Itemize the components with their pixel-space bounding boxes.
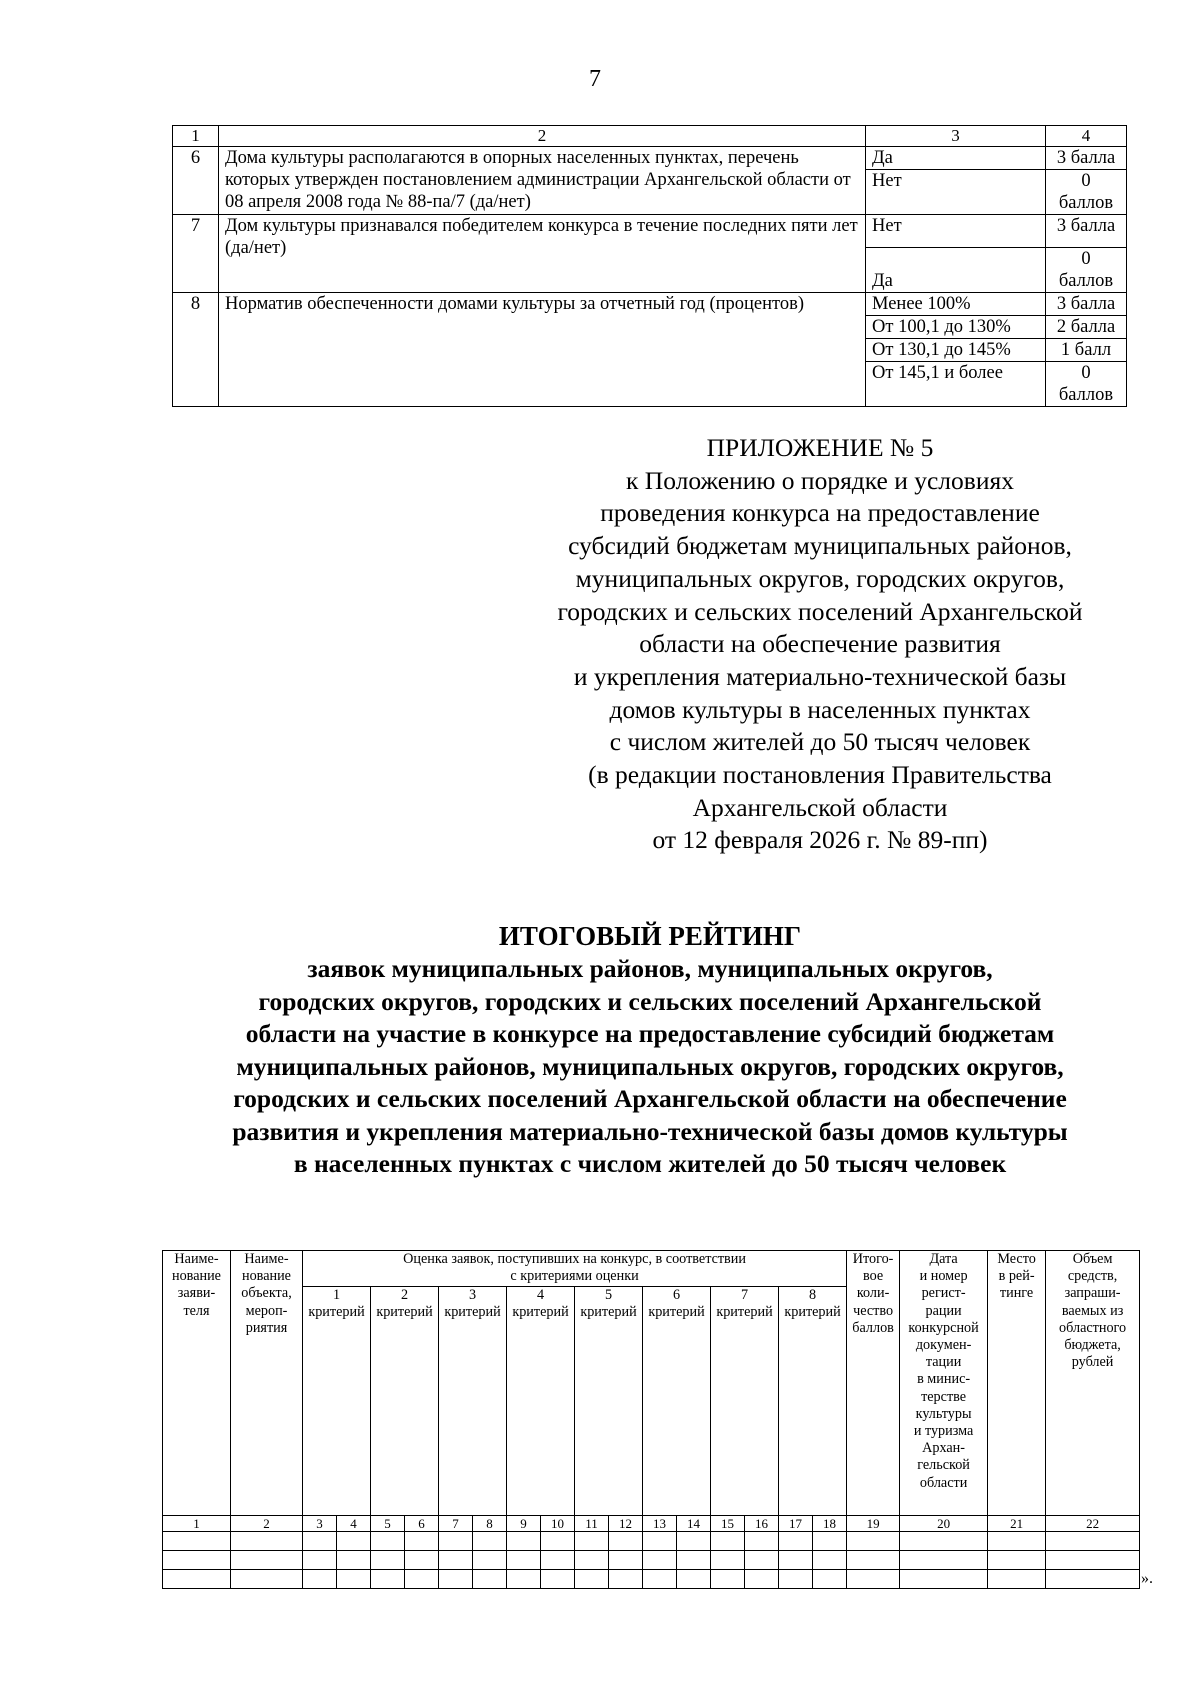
header-evaluation-group: Оценка заявок, поступивших на конкурс, в соответствии с критериями оценки bbox=[303, 1251, 847, 1287]
column-number: 11 bbox=[575, 1516, 609, 1532]
column-number: 2 bbox=[231, 1516, 303, 1532]
row-number: 6 bbox=[173, 147, 219, 215]
appendix-heading: ПРИЛОЖЕНИЕ № 5 bbox=[706, 433, 934, 462]
criterion-label: критерий bbox=[711, 1304, 779, 1516]
appendix-line: Архангельской области bbox=[692, 792, 948, 822]
title-line: муниципальных районов, муниципальных округов, городских округов, bbox=[236, 1051, 1064, 1081]
title-line: городских округов, городских и сельских поселений Архангельской bbox=[258, 986, 1042, 1016]
criterion-header: 5 bbox=[575, 1287, 643, 1305]
column-number: 5 bbox=[371, 1516, 405, 1532]
header-cell: 3 bbox=[866, 126, 1046, 147]
option-points: 0 баллов bbox=[1046, 362, 1127, 407]
appendix-line: с числом жителей до 50 тысяч человек bbox=[609, 727, 1031, 757]
header-cell: 2 bbox=[219, 126, 866, 147]
criterion-label: критерий bbox=[507, 1304, 575, 1516]
appendix-line: (в редакции постановления Правительства bbox=[588, 760, 1052, 790]
criterion-header: 2 bbox=[371, 1287, 439, 1305]
column-number: 10 bbox=[541, 1516, 575, 1532]
column-number: 7 bbox=[439, 1516, 473, 1532]
page-number: 7 bbox=[589, 66, 601, 92]
header-total-points: Итого- вое коли- чество баллов bbox=[847, 1251, 900, 1516]
empty-row bbox=[163, 1532, 1140, 1551]
appendix-line: и укрепления материально-технической базы bbox=[573, 661, 1067, 691]
column-number: 20 bbox=[900, 1516, 988, 1532]
criterion-header: 4 bbox=[507, 1287, 575, 1305]
option-points: 3 балла bbox=[1046, 215, 1127, 248]
title-line: заявок муниципальных районов, муниципальных округов, bbox=[307, 954, 993, 983]
rating-table bbox=[162, 1250, 1140, 1589]
column-number: 1 bbox=[163, 1516, 231, 1532]
appendix-line: области на обеспечение развития bbox=[639, 629, 1001, 659]
column-number: 22 bbox=[1046, 1516, 1140, 1532]
criterion-header: 6 bbox=[643, 1287, 711, 1305]
closing-quote: ». bbox=[1141, 1570, 1153, 1587]
criterion-label: критерий bbox=[371, 1304, 439, 1516]
header-object: Наиме- нование объекта, мероп- риятия bbox=[231, 1251, 303, 1516]
criterion-text: Норматив обеспеченности домами культуры за отчетный год (процентов) bbox=[219, 293, 866, 407]
criterion-label: критерий bbox=[575, 1304, 643, 1516]
table-row bbox=[173, 147, 1127, 170]
option-value: Да bbox=[866, 147, 1046, 170]
title-line: развития и укрепления материально-технической базы домов культуры bbox=[232, 1116, 1068, 1146]
column-number: 15 bbox=[711, 1516, 745, 1532]
criterion-text: Дом культуры признавался победителем конкурса в течение последних пяти лет (да/нет) bbox=[219, 215, 866, 293]
title-line: области на участие в конкурсе на предоставление субсидий бюджетам bbox=[245, 1019, 1055, 1048]
table-row bbox=[173, 215, 1127, 248]
criterion-header: 1 bbox=[303, 1287, 371, 1305]
title-main: ИТОГОВЫЙ РЕЙТИНГ bbox=[498, 921, 802, 951]
column-number: 16 bbox=[745, 1516, 779, 1532]
row-number: 8 bbox=[173, 293, 219, 407]
header-registration-date: Дата и номер регист- рации конкурсной докумен- тации в минис- терстве культуры и туризма Архан- гельской области bbox=[900, 1251, 988, 1516]
empty-row bbox=[163, 1570, 1140, 1589]
option-points: 0 баллов bbox=[1046, 248, 1127, 293]
option-value: От 130,1 до 145% bbox=[866, 339, 1046, 362]
column-number: 8 bbox=[473, 1516, 507, 1532]
option-points: 3 балла bbox=[1046, 293, 1127, 316]
criterion-text: Дома культуры располагаются в опорных населенных пунктах, перечень которых утвержден постановлением администрации Архангельской области от 08 апреля 2008 года № 88-па/7 (да/нет) bbox=[219, 147, 866, 215]
option-value: Нет bbox=[866, 215, 1046, 248]
option-value: От 145,1 и более bbox=[866, 362, 1046, 407]
option-value: Да bbox=[866, 248, 1046, 293]
column-number: 12 bbox=[609, 1516, 643, 1532]
table-row bbox=[173, 293, 1127, 316]
column-number: 13 bbox=[643, 1516, 677, 1532]
criteria-table bbox=[172, 125, 1127, 407]
title-line: в населенных пунктах с числом жителей до 50 тысяч человек bbox=[293, 1149, 1007, 1178]
option-points: 3 балла bbox=[1046, 147, 1127, 170]
column-number: 21 bbox=[988, 1516, 1046, 1532]
column-number: 19 bbox=[847, 1516, 900, 1532]
criterion-label: критерий bbox=[303, 1304, 371, 1516]
appendix-block bbox=[520, 432, 1120, 857]
appendix-line: субсидий бюджетам муниципальных районов, bbox=[568, 531, 1072, 561]
criterion-label: критерий bbox=[643, 1304, 711, 1516]
criterion-header: 3 bbox=[439, 1287, 507, 1305]
column-number: 3 bbox=[303, 1516, 337, 1532]
option-value: От 100,1 до 130% bbox=[866, 316, 1046, 339]
header-funds-volume: Объем средств, запраши- ваемых из областного бюджета, рублей bbox=[1046, 1251, 1140, 1516]
column-number: 6 bbox=[405, 1516, 439, 1532]
option-value: Нет bbox=[866, 170, 1046, 215]
criterion-header: 7 bbox=[711, 1287, 779, 1305]
table-header-row bbox=[163, 1251, 1140, 1287]
appendix-line: домов культуры в населенных пунктах bbox=[609, 694, 1031, 724]
appendix-line: городских и сельских поселений Архангельской bbox=[557, 596, 1083, 626]
header-cell: 4 bbox=[1046, 126, 1127, 147]
table-header-row bbox=[173, 126, 1127, 147]
title-line: городских и сельских поселений Архангельской области на обеспечение bbox=[233, 1084, 1067, 1113]
column-number: 17 bbox=[779, 1516, 813, 1532]
header-cell: 1 bbox=[173, 126, 219, 147]
option-points: 1 балл bbox=[1046, 339, 1127, 362]
option-value: Менее 100% bbox=[866, 293, 1046, 316]
option-points: 0 баллов bbox=[1046, 170, 1127, 215]
appendix-line: к Положению о порядке и условиях bbox=[626, 465, 1014, 495]
column-number: 18 bbox=[813, 1516, 847, 1532]
option-points: 2 балла bbox=[1046, 316, 1127, 339]
document-title bbox=[0, 919, 1200, 1181]
empty-row bbox=[163, 1551, 1140, 1570]
criterion-label: критерий bbox=[439, 1304, 507, 1516]
appendix-line: от 12 февраля 2026 г. № 89-пп) bbox=[652, 825, 988, 855]
column-number: 14 bbox=[677, 1516, 711, 1532]
appendix-line: проведения конкурса на предоставление bbox=[600, 498, 1040, 528]
numbering-row bbox=[163, 1516, 1140, 1532]
row-number: 7 bbox=[173, 215, 219, 293]
column-number: 4 bbox=[337, 1516, 371, 1532]
criterion-label: критерий bbox=[779, 1304, 847, 1516]
criterion-header: 8 bbox=[779, 1287, 847, 1305]
header-applicant: Наиме- нование заяви- теля bbox=[163, 1251, 231, 1516]
column-number: 9 bbox=[507, 1516, 541, 1532]
appendix-line: муниципальных округов, городских округов, bbox=[575, 563, 1065, 593]
header-rating-place: Место в рей- тинге bbox=[988, 1251, 1046, 1516]
